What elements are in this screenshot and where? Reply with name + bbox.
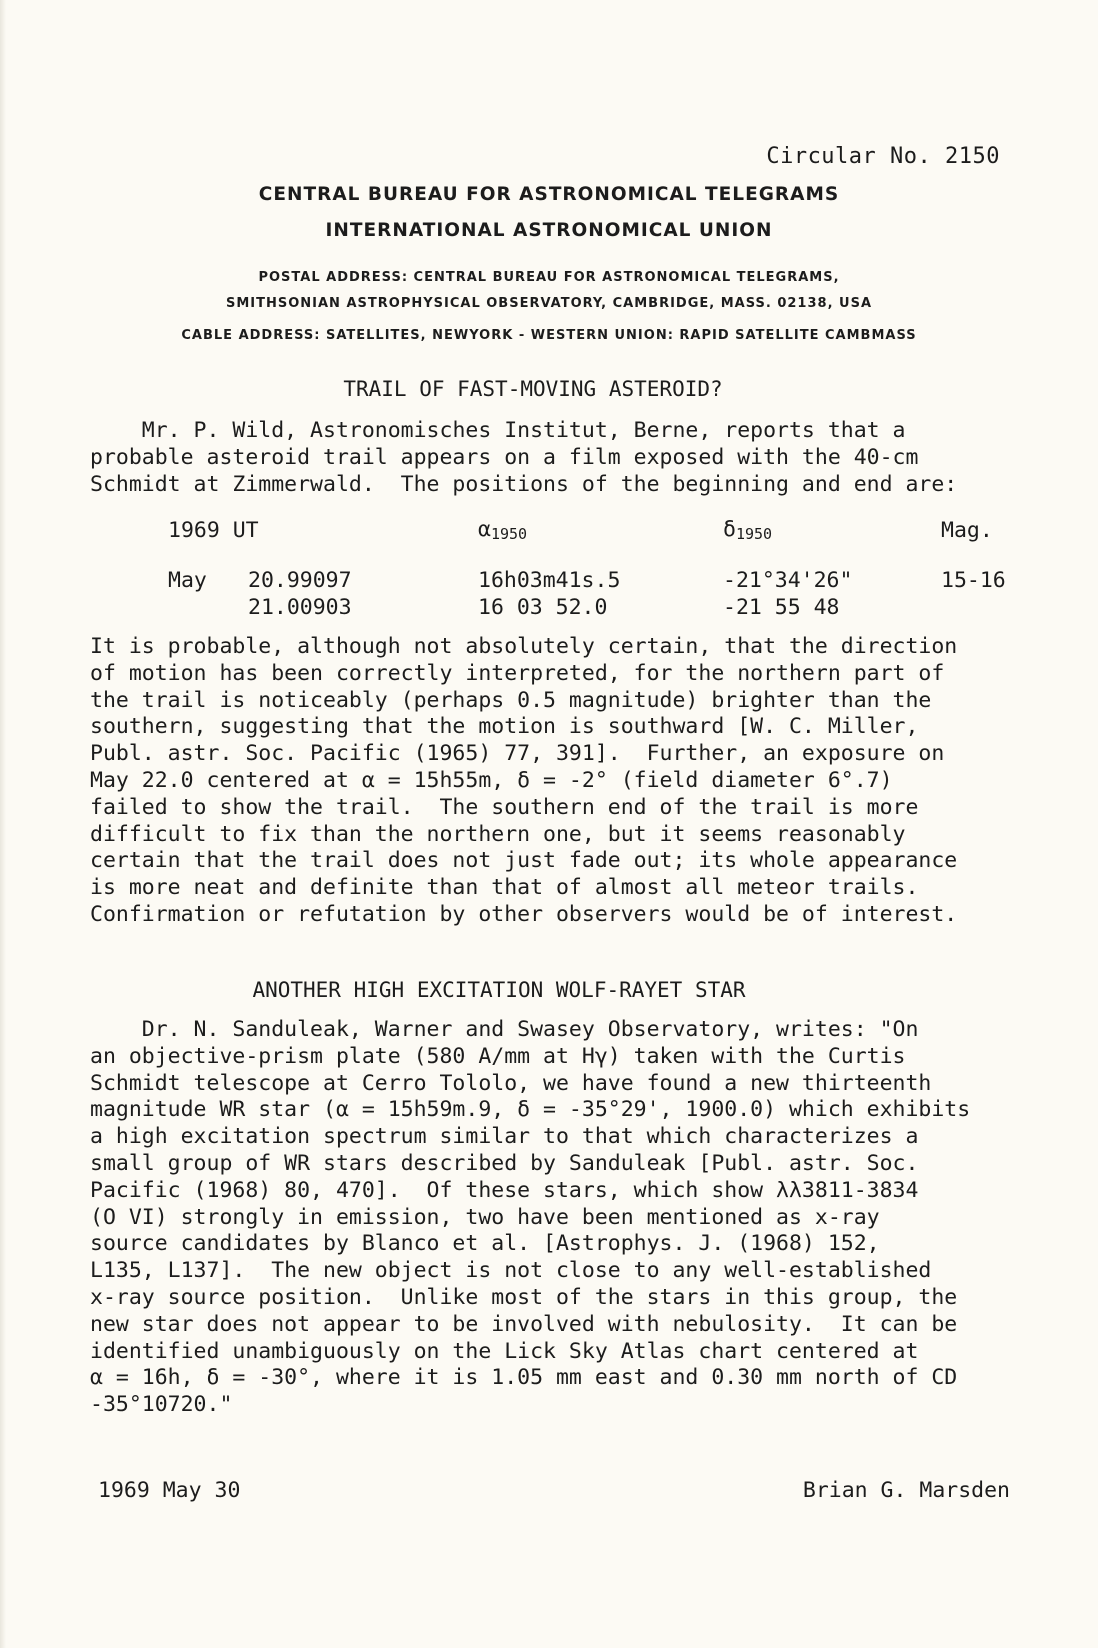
wolf-rayet-paragraph: Dr. N. Sanduleak, Warner and Swasey Observatory, writes: "On an objective-prism plate (580 A/mm at Hγ) taken with the Curtis Schmidt telescope at Cerro Tololo, we have found a new thirteenth magnitude WR star (α = 15h59m.9, δ = -35°29', 1900.0) which exhibits a high excitation spectrum similar to that which characterizes a small group of WR stars described by Sanduleak [Publ. astr. Soc. Pacific (1968) 80, 470]. Of these stars, which show λλ3811-3834 (O VI) strongly in emission, two have been mentioned as x-ray source candidates by Blanco et al. [Astrophys. J. (1968) 152, L135, L137]. The new object is not close to any well-established x-ray source position. Unlike most of the stars in this group, the new star does not appear to be involved with nebulosity. It can be identified unambiguously on the Lick Sky Atlas chart centered at α = 16h, δ = -30°, where it is 1.05 mm east and 0.30 mm north of CD -35°10720.": [90, 1017, 971, 1418]
bureau-name: CENTRAL BUREAU FOR ASTRONOMICAL TELEGRAMS: [258, 184, 840, 205]
section-heading-asteroid: TRAIL OF FAST-MOVING ASTEROID?: [343, 377, 723, 401]
postal-address-line-2: SMITHSONIAN ASTROPHYSICAL OBSERVATORY, CAMBRIDGE, MASS. 02138, USA: [225, 296, 873, 311]
observation-table: [90, 516, 1010, 620]
table-header-dec: $\delta_{1950}$: [723, 517, 773, 543]
table-header-ra: $\alpha_{1950}$: [478, 517, 528, 543]
row-month: May: [168, 568, 207, 593]
circular-number: Circular No. 2150: [766, 144, 1000, 169]
row-dec: -21°34'26": [723, 568, 853, 593]
row-time: 20.99097: [248, 568, 352, 593]
row-ra: 16h03m41s.5: [478, 568, 621, 593]
row-ra: 16 03 52.0: [478, 595, 608, 620]
issue-date: 1969 May 30: [98, 1478, 241, 1503]
table-header-mag: Mag.: [941, 518, 993, 543]
table-header-row: [90, 516, 1010, 543]
signature: Brian G. Marsden: [802, 1478, 1010, 1503]
table-row: [90, 566, 1010, 593]
asteroid-body-paragraph: It is probable, although not absolutely certain, that the direction of motion has been correctly interpreted, for the northern part of the trail is noticeably (perhaps 0.5 magnitude) brighter than the southern, suggesting that the motion is southward [W. C. Miller, Publ. astr. Soc. Pacific (1965) 77, 391]. Further, an exposure on May 22.0 centered at α = 15h55m, δ = -2° (field diameter 6°.7) failed to show the trail. The southern end of the trail is more difficult to fix than the northern one, but it seems reasonably certain that the trail does not just fade out; its whole appearance is more neat and definite than that of almost all meteor trails. Confirmation or refutation by other observers would be of interest.: [90, 634, 958, 927]
table-header-time: 1969 UT: [168, 518, 259, 543]
asteroid-intro-paragraph: Mr. P. Wild, Astronomisches Institut, Berne, reports that a probable asteroid trail appears on a film exposed with the 40-cm Schmidt at Zimmerwald. The positions of the beginning and end are:: [90, 418, 958, 497]
row-time: 21.00903: [248, 595, 352, 620]
postal-address-line-1: POSTAL ADDRESS: CENTRAL BUREAU FOR ASTRONOMICAL TELEGRAMS,: [258, 270, 840, 285]
union-name: INTERNATIONAL ASTRONOMICAL UNION: [325, 220, 773, 241]
row-dec: -21 55 48: [723, 595, 840, 620]
row-mag: [941, 593, 1010, 620]
table-row: [90, 593, 1010, 620]
cable-address: CABLE ADDRESS: SATELLITES, NEWYORK - WESTERN UNION: RAPID SATELLITE CAMBMASS: [181, 328, 917, 343]
section-heading-wolf-rayet: ANOTHER HIGH EXCITATION WOLF-RAYET STAR: [252, 978, 746, 1002]
row-mag: 15-16: [941, 568, 1006, 593]
row-month: [90, 593, 248, 620]
